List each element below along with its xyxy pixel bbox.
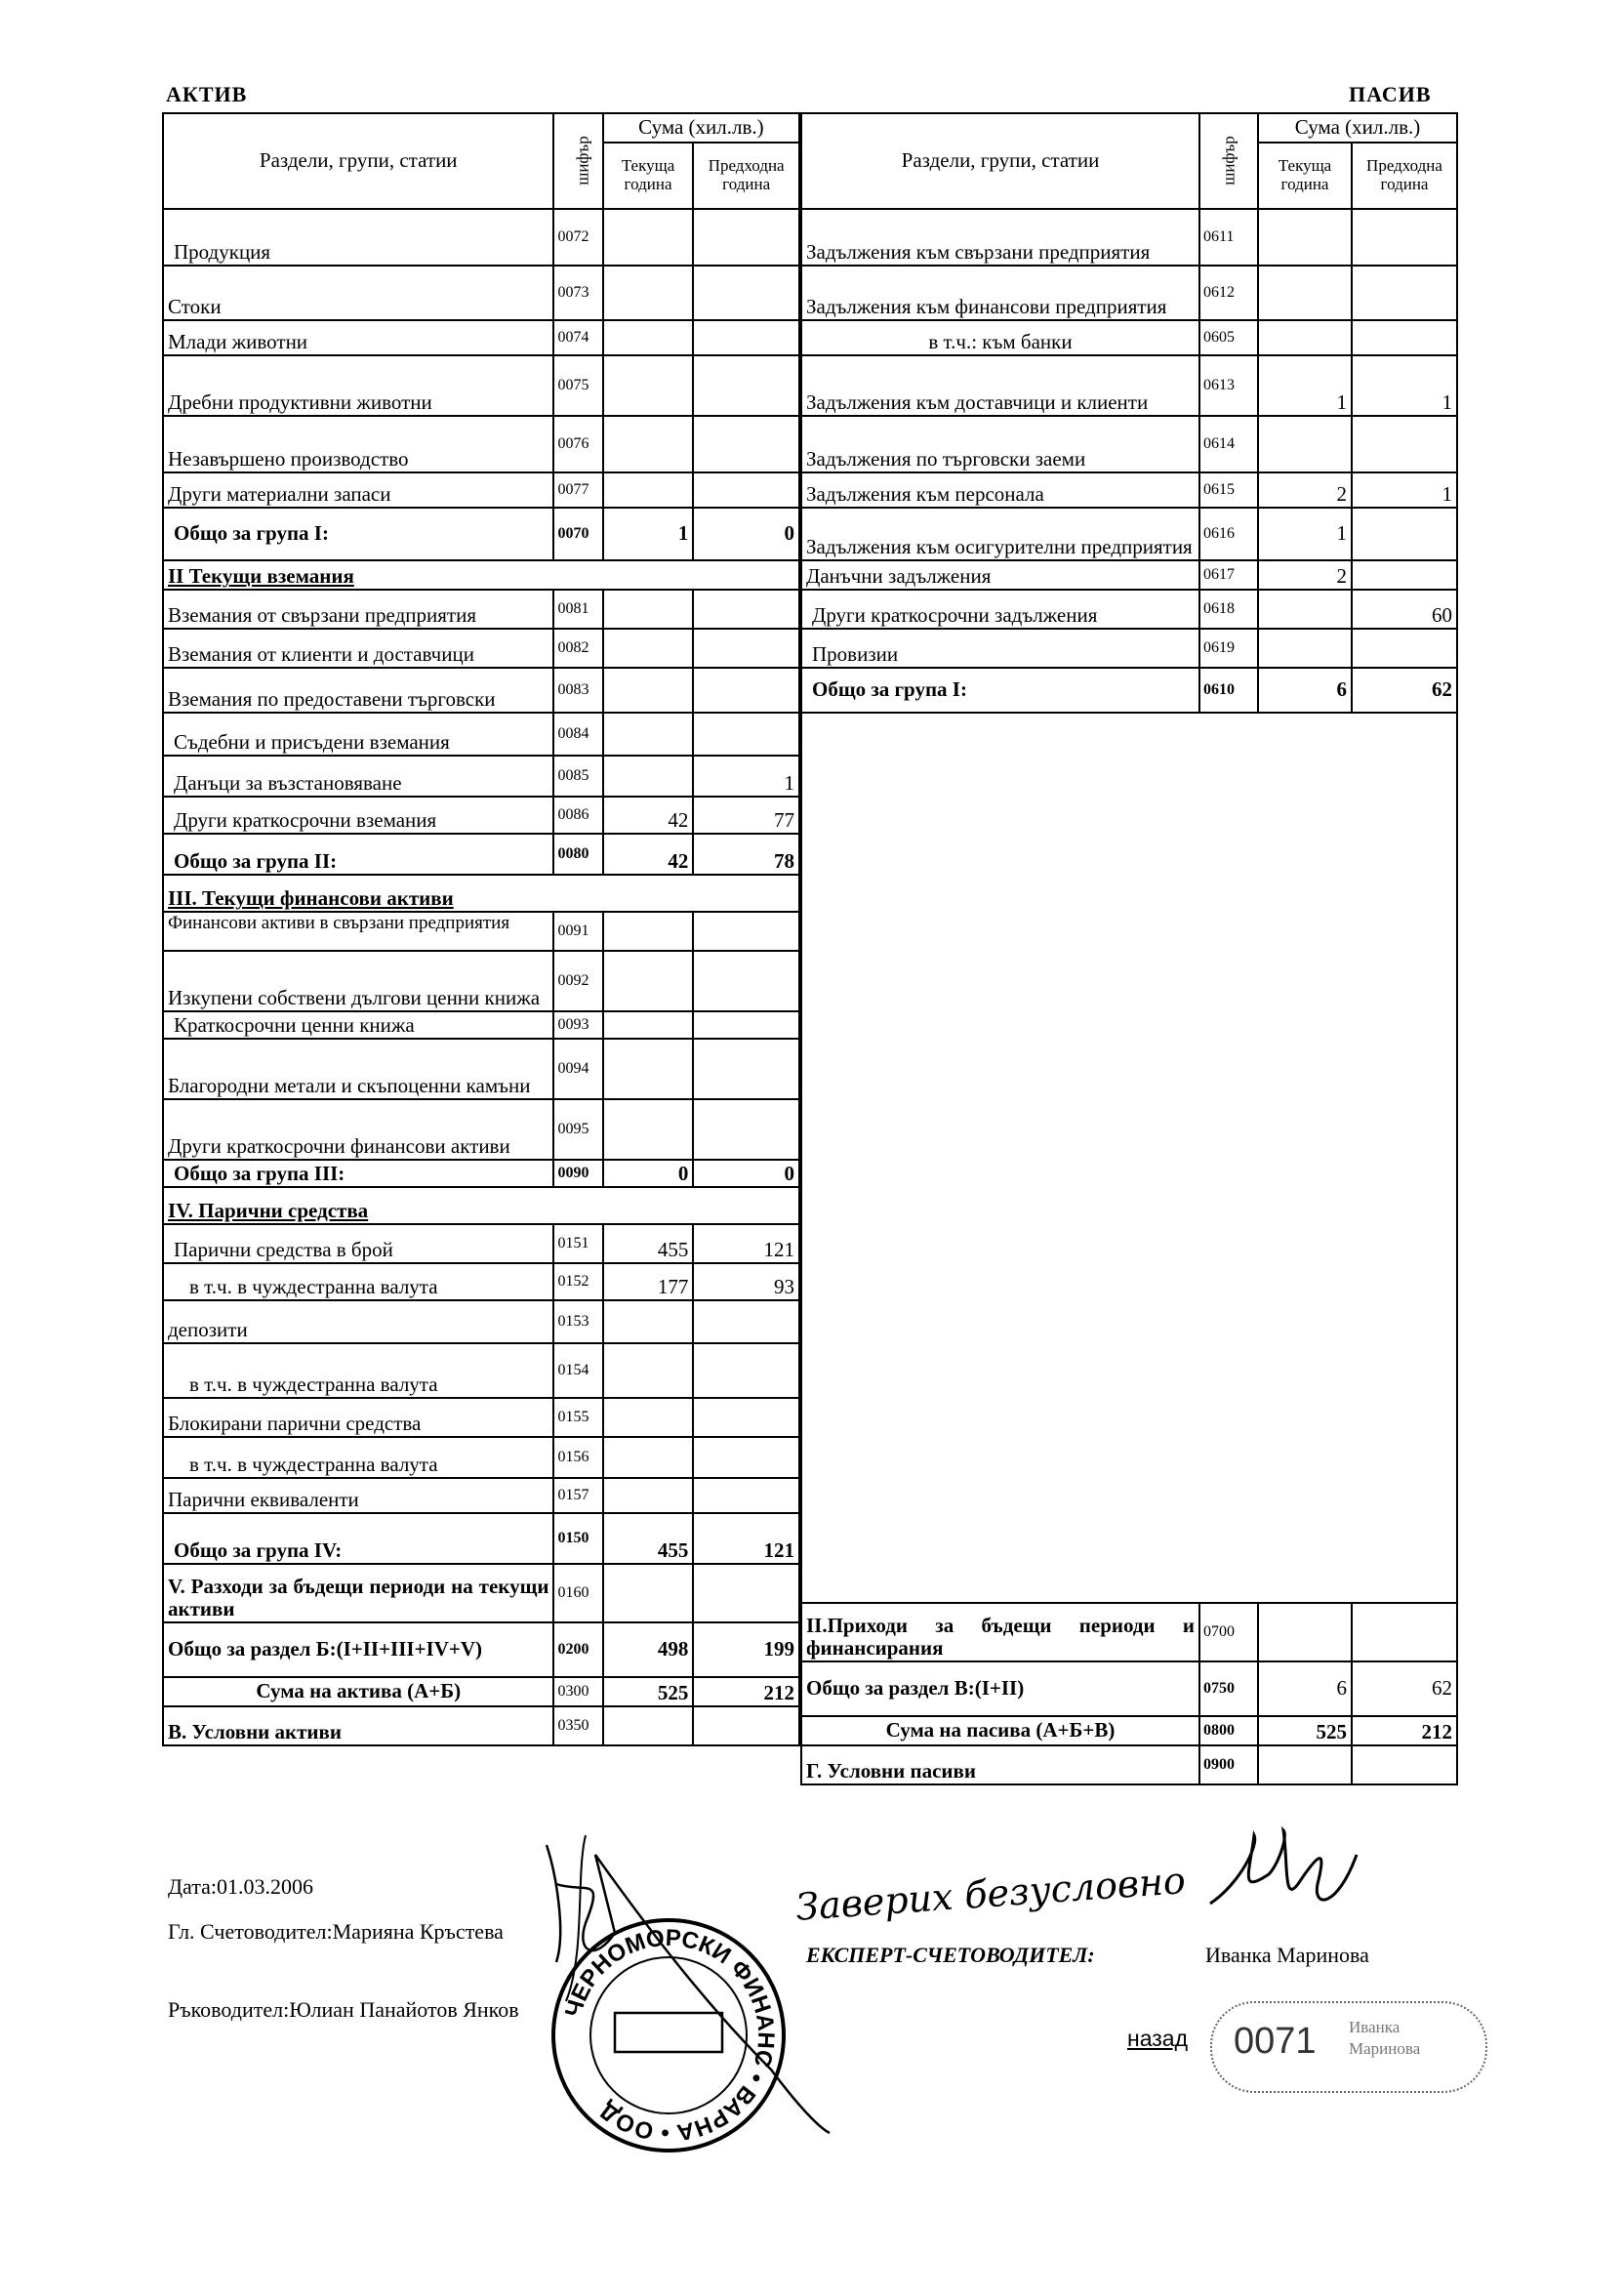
signature-accountant (527, 1816, 839, 2138)
table-row: Блокирани парични средства 0155 (163, 1398, 799, 1437)
table-row: Парични еквиваленти 0157 (163, 1478, 799, 1513)
col-sum-header: Сума (хил.лв.) (1258, 113, 1457, 143)
table-row: Изкупени собствени дългови ценни книжа 0092 (163, 951, 799, 1011)
table-row: Продукция 0072 (163, 209, 799, 266)
table-row: депозити 0153 (163, 1300, 799, 1343)
table-row: Сума на актива (А+Б) 0300 525 212 (163, 1677, 799, 1706)
table-row: Други краткосрочни вземания 0086 42 77 (163, 797, 799, 834)
table-row: в т.ч.: към банки 0605 (801, 320, 1457, 355)
col-sections-header: Раздели, групи, статии (163, 113, 553, 209)
table-row: в т.ч. в чуждестранна валута 0152 177 93 (163, 1263, 799, 1300)
table-row: Общо за група II: 0080 42 78 (163, 834, 799, 875)
table-row: Провизии 0619 (801, 629, 1457, 668)
table-row: Други краткосрочни задължения 0618 60 (801, 590, 1457, 629)
table-row: Общо за група I: 0070 1 0 (163, 508, 799, 560)
table-row: Задължения към свързани предприятия 0611 (801, 209, 1457, 266)
col-current-header: Текуща година (603, 143, 694, 209)
liabilities-title: ПАСИВ (1349, 82, 1432, 106)
table-row: Данъци за възстановяване 0085 1 (163, 756, 799, 797)
table-row: Стоки 0073 (163, 266, 799, 320)
registration-stamp (1210, 2001, 1487, 2093)
liabilities-table (800, 112, 1458, 1785)
expert-name: Иванка Маринова (1205, 1943, 1369, 1967)
table-row: Други материални запаси 0077 (163, 472, 799, 508)
col-code-header: шифър (553, 113, 602, 209)
col-previous-header: Предходна година (1352, 143, 1457, 209)
report-date: Дата:01.03.2006 (168, 1874, 313, 1899)
table-row: Парични средства в брой 0151 455 121 (163, 1224, 799, 1263)
table-row: Задължения по търговски заеми 0614 (801, 416, 1457, 472)
table-row: Сума на пасива (А+Б+В) 0800 525 212 (801, 1716, 1457, 1745)
table-row: Задължения към финансови предприятия 0612 (801, 266, 1457, 320)
section-heading: II Текущи вземания (163, 560, 799, 590)
table-row: II.Приходи за бъдещи периоди и финансирания 0700 (801, 1603, 1457, 1661)
empty-area (801, 713, 1457, 1603)
stamp-number: 0071 (1234, 2021, 1317, 2062)
col-sum-header: Сума (хил.лв.) (603, 113, 799, 143)
table-row: В. Условни активи 0350 (163, 1706, 799, 1745)
signature-expert (1200, 1816, 1366, 1923)
table-row: Задължения към персонала 0615 2 1 (801, 472, 1457, 508)
table-row: Вземания по предоставени търговски 0083 (163, 668, 799, 713)
chief-accountant: Гл. Счетоводител:Марияна Кръстева (168, 1919, 504, 1944)
table-row: Вземания от свързани предприятия 0081 (163, 590, 799, 629)
table-row: Общо за група IV: 0150 455 121 (163, 1513, 799, 1564)
table-row: Благородни метали и скъпоценни камъни 0094 (163, 1039, 799, 1099)
table-row: Други краткосрочни финансови активи 0095 (163, 1099, 799, 1160)
manager: Ръководител:Юлиан Панайотов Янков (168, 1997, 519, 2022)
table-row: Съдебни и присъдени вземания 0084 (163, 713, 799, 756)
table-row: Задължения към доставчици и клиенти 0613 1 1 (801, 355, 1457, 416)
stamp-ring-text: ЧЕРНОМОРСКИ ФИНАНС • ВАРНА • ООД (560, 1924, 780, 2147)
table-row: Вземания от клиенти и доставчици 0082 (163, 629, 799, 668)
certified-note: Заверих безусловно (793, 1859, 1188, 1929)
table-row: в т.ч. в чуждестранна валута 0154 (163, 1343, 799, 1398)
table-row: Общо за раздел Б:(I+II+III+IV+V) 0200 498 199 (163, 1622, 799, 1677)
table-row: Дребни продуктивни животни 0075 (163, 355, 799, 416)
table-row: Данъчни задължения 0617 2 (801, 560, 1457, 590)
table-row: Краткосрочни ценни книжа 0093 (163, 1011, 799, 1039)
back-link[interactable]: назад (1127, 2026, 1188, 2051)
col-current-header: Текуща година (1258, 143, 1352, 209)
col-sections-header: Раздели, групи, статии (801, 113, 1199, 209)
table-row: Финансови активи в свързани предприятия 0091 (163, 912, 799, 951)
expert-title: ЕКСПЕРТ-СЧЕТОВОДИТЕЛ: (806, 1943, 1095, 1967)
table-row: Незавършено производство 0076 (163, 416, 799, 472)
assets-table (162, 112, 800, 1746)
stamp-name: Иванка Маринова (1349, 2018, 1421, 2059)
table-row: Общо за група III: 0090 0 0 (163, 1160, 799, 1187)
section-heading: III. Текущи финансови активи (163, 875, 799, 912)
section-heading: IV. Парични средства (163, 1187, 799, 1224)
col-code-header: шифър (1199, 113, 1258, 209)
col-previous-header: Предходна година (693, 143, 799, 209)
table-row: Г. Условни пасиви 0900 (801, 1745, 1457, 1784)
table-row: Млади животни 0074 (163, 320, 799, 355)
table-row: V. Разходи за бъдещи периоди на текущи активи 0160 (163, 1564, 799, 1622)
assets-title: АКТИВ (166, 82, 248, 106)
table-row: Задължения към осигурителни предприятия 0616 1 (801, 508, 1457, 560)
table-row: Общо за група I: 0610 6 62 (801, 668, 1457, 713)
table-row: Общо за раздел В:(I+II) 0750 6 62 (801, 1661, 1457, 1716)
table-row: в т.ч. в чуждестранна валута 0156 (163, 1437, 799, 1478)
